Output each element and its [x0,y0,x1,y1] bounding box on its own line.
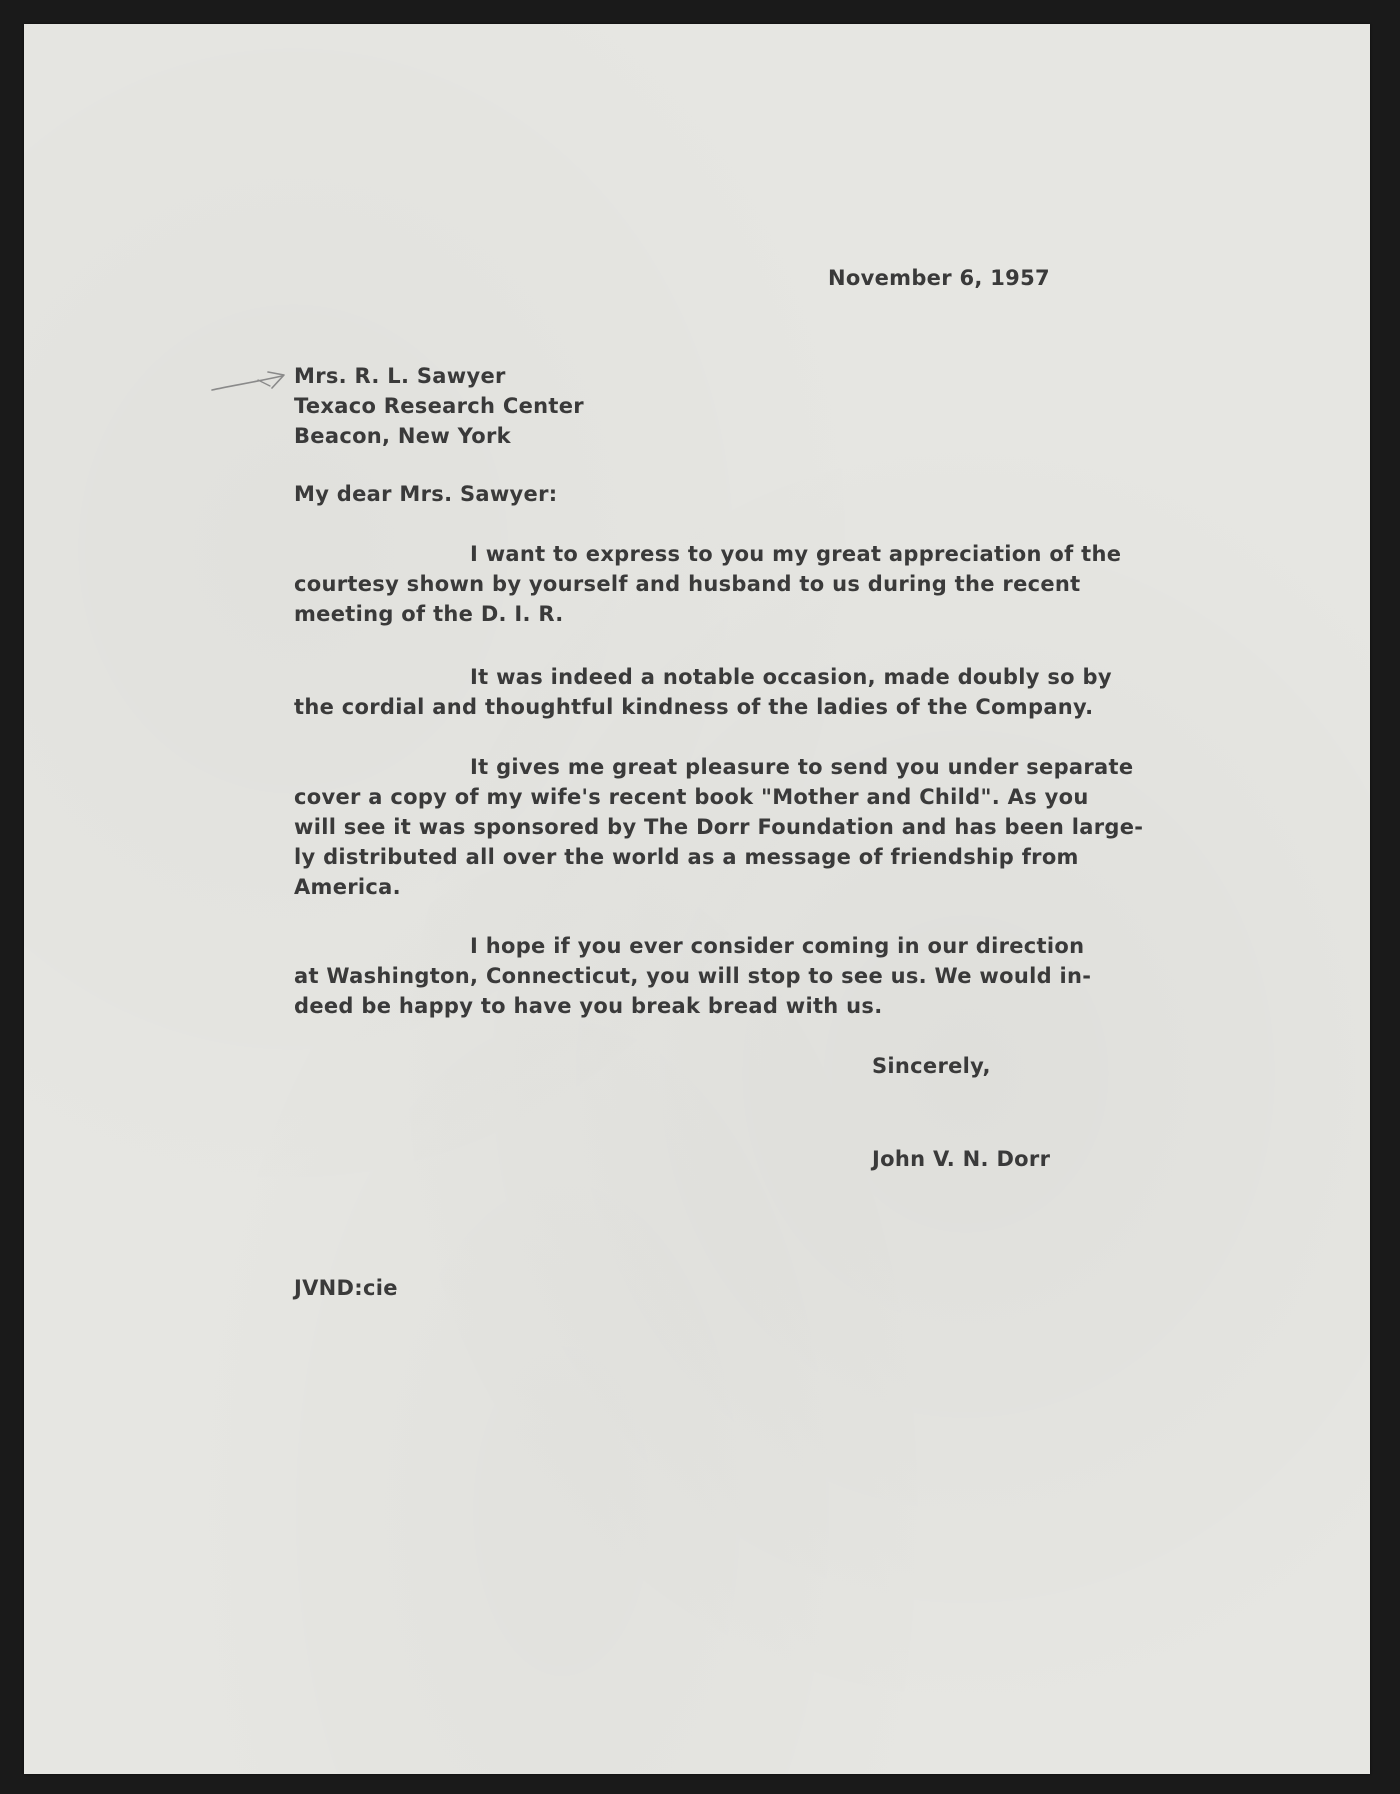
address-line: Mrs. R. L. Sawyer [294,364,506,388]
paragraph-line: the cordial and thoughtful kindness of the ladies of the Company. [294,695,1094,719]
paragraph-line: America. [294,875,401,899]
body-paragraph [294,752,1143,902]
address-line: Beacon, New York [294,424,511,448]
paragraph-line: will see it was sponsored by The Dorr Foundation and has been large- [294,815,1144,839]
closing: Sincerely, [872,1054,991,1078]
signer-name: John V. N. Dorr [872,1147,1051,1171]
reference-initials: JVND:cie [294,1276,398,1300]
letter-page [24,24,1370,1774]
paragraph-line: at Washington, Connecticut, you will stop to see us. We would in- [294,964,1092,988]
paragraph-line: I want to express to you my great appreciation of the [470,542,1122,566]
body-paragraph [294,662,1112,722]
body-paragraph [294,539,1121,629]
paragraph-line: deed be happy to have you break bread with us. [294,994,883,1018]
handwritten-arrow-mark [210,366,292,398]
salutation: My dear Mrs. Sawyer: [294,482,558,506]
address-line: Texaco Research Center [294,394,584,418]
paragraph-line: courtesy shown by yourself and husband to us during the recent [294,572,1081,596]
paragraph-line: I hope if you ever consider coming in our direction [470,934,1085,958]
paragraph-line: It gives me great pleasure to send you under separate [470,755,1134,779]
paragraph-line: It was indeed a notable occasion, made doubly so by [470,665,1112,689]
recipient-address [294,361,584,451]
letter-date: November 6, 1957 [828,266,1050,290]
paragraph-line: cover a copy of my wife's recent book "Mother and Child". As you [294,785,1089,809]
body-paragraph [294,931,1091,1021]
paragraph-line: meeting of the D. I. R. [294,602,564,626]
paragraph-line: ly distributed all over the world as a message of friendship from [294,845,1079,869]
